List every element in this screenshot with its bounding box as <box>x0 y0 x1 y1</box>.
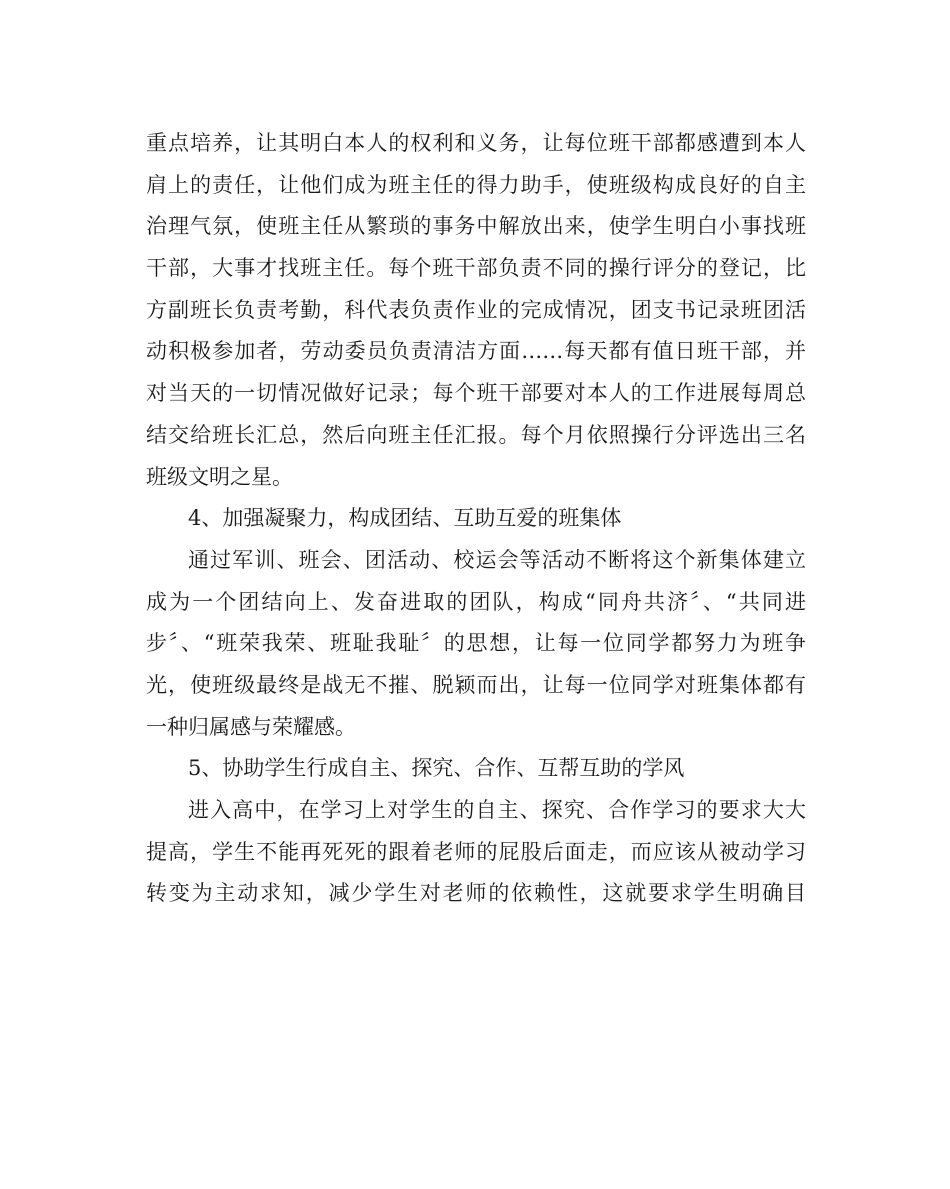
text-line: 步〞、“班荣我荣、班耻我耻〞的思想，让每一位同学都努力为班争 <box>146 631 806 656</box>
text-line: 重点培养，让其明白本人的权利和义务，让每位班干部都感遭到本人 <box>146 131 806 155</box>
text-line: 成为一个团结向上、发奋进取的团队，构成“同舟共济〞、“共同进 <box>146 589 806 614</box>
text-line: 转变为主动求知，减少学生对老师的依赖性，这就要求学生明确目 <box>146 881 806 906</box>
heading-line: 4、加强凝聚力，构成团结、互助互爱的班集体 <box>188 506 622 531</box>
text-line: 结交给班长汇总，然后向班主任汇报。每个月依照操行分评选出三名 <box>146 422 806 447</box>
text-line: 动积极参加者，劳动委员负责清洁方面……每天都有值日班干部，并 <box>146 339 806 364</box>
paragraph-class-cadres <box>146 123 806 498</box>
text-line: 干部，大事才找班主任。每个班干部负责不同的操行评分的登记，比 <box>146 256 806 281</box>
text-line: 进入高中，在学习上对学生的自主、探究、合作学习的要求大大 <box>188 798 806 822</box>
text-line: 肩上的责任，让他们成为班主任的得力助手，使班级构成良好的自主 <box>146 172 806 197</box>
text-line: 提高，学生不能再死死的跟着老师的屁股后面走，而应该从被动学习 <box>146 839 806 864</box>
text-line: 通过军训、班会、团活动、校运会等活动不断将这个新集体建立 <box>188 547 806 572</box>
text-line: 一种归属感与荣耀感。 <box>146 714 356 739</box>
heading-line: 5、协助学生行成自主、探究、合作、互帮互助的学风 <box>188 756 685 781</box>
text-line: 治理气氛，使班主任从繁琐的事务中解放出来，使学生明白小事找班 <box>146 214 806 239</box>
paragraph-study-style <box>146 790 806 915</box>
paragraph-cohesion <box>146 540 806 748</box>
section-heading-5 <box>146 748 806 790</box>
text-line: 对当天的一切情况做好记录；每个班干部要对本人的工作进展每周总 <box>146 381 806 406</box>
text-line: 光，使班级最终是战无不摧、脱颖而出，让每一位同学对班集体都有 <box>146 672 806 697</box>
text-line: 班级文明之星。 <box>146 464 293 489</box>
text-line: 方副班长负责考勤，科代表负责作业的完成情况，团支书记录班团活 <box>146 297 806 322</box>
section-heading-4 <box>146 498 806 540</box>
document-body <box>146 123 806 915</box>
